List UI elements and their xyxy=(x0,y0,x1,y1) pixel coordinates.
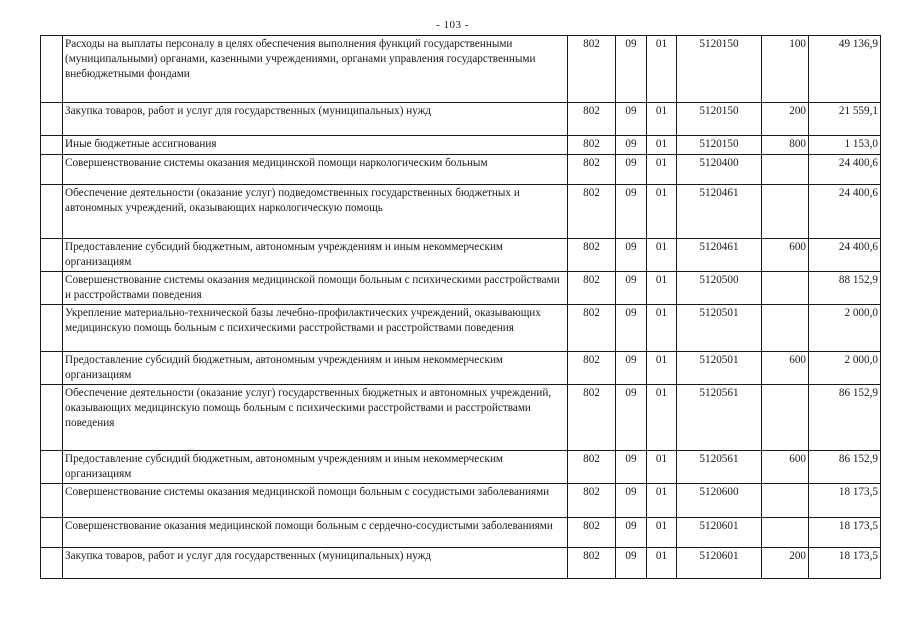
target-item-code: 5120400 xyxy=(677,155,762,185)
subsection-code: 01 xyxy=(647,185,677,239)
budget-table-body xyxy=(41,36,881,579)
expense-name: Предоставление субсидий бюджетным, автономным учреждениям и иным некоммерческим организациям xyxy=(63,352,568,385)
table-row xyxy=(41,239,881,272)
target-item-code: 5120561 xyxy=(677,451,762,484)
page-number: - 103 - xyxy=(436,19,469,31)
subsection-code: 01 xyxy=(647,451,677,484)
amount: 49 136,9 xyxy=(809,36,881,103)
subsection-code: 01 xyxy=(647,155,677,185)
table-row xyxy=(41,155,881,185)
table-row xyxy=(41,548,881,579)
row-blank-cell xyxy=(41,451,63,484)
amount: 86 152,9 xyxy=(809,451,881,484)
amount: 24 400,6 xyxy=(809,185,881,239)
row-blank-cell xyxy=(41,103,63,136)
section-code: 09 xyxy=(616,305,647,352)
section-code: 09 xyxy=(616,272,647,305)
expense-type-code: 800 xyxy=(762,136,809,155)
row-blank-cell xyxy=(41,518,63,548)
section-code: 09 xyxy=(616,136,647,155)
expense-name: Совершенствование системы оказания медицинской помощи наркологическим больным xyxy=(63,155,568,185)
subsection-code: 01 xyxy=(647,548,677,579)
budget-table xyxy=(40,35,881,579)
ministry-code: 802 xyxy=(568,36,616,103)
amount: 18 173,5 xyxy=(809,484,881,518)
expense-name: Обеспечение деятельности (оказание услуг) государственных бюджетных и автономных учреждений, оказывающих медицинскую помощь больным с психическими расстройствами и расстройствами поведения xyxy=(63,385,568,451)
subsection-code: 01 xyxy=(647,136,677,155)
expense-type-code xyxy=(762,484,809,518)
expense-name: Предоставление субсидий бюджетным, автономным учреждениям и иным некоммерческим организациям xyxy=(63,239,568,272)
section-code: 09 xyxy=(616,352,647,385)
expense-name: Закупка товаров, работ и услуг для государственных (муниципальных) нужд xyxy=(63,548,568,579)
section-code: 09 xyxy=(616,385,647,451)
table-row xyxy=(41,36,881,103)
amount: 18 173,5 xyxy=(809,548,881,579)
section-code: 09 xyxy=(616,239,647,272)
table-row xyxy=(41,484,881,518)
expense-type-code: 600 xyxy=(762,352,809,385)
expense-type-code xyxy=(762,305,809,352)
expense-type-code: 200 xyxy=(762,103,809,136)
ministry-code: 802 xyxy=(568,352,616,385)
section-code: 09 xyxy=(616,103,647,136)
expense-type-code: 600 xyxy=(762,239,809,272)
row-blank-cell xyxy=(41,484,63,518)
subsection-code: 01 xyxy=(647,305,677,352)
expense-name: Укрепление материально-технической базы лечебно-профилактических учреждений, оказывающих медицинскую помощь больным с психическими расстройствами и расстройствами поведения xyxy=(63,305,568,352)
expense-name: Совершенствование системы оказания медицинской помощи больным с психическими расстройствами и расстройствами поведения xyxy=(63,272,568,305)
target-item-code: 5120601 xyxy=(677,548,762,579)
table-row xyxy=(41,103,881,136)
table-row xyxy=(41,352,881,385)
amount: 2 000,0 xyxy=(809,352,881,385)
expense-name: Иные бюджетные ассигнования xyxy=(63,136,568,155)
target-item-code: 5120501 xyxy=(677,352,762,385)
target-item-code: 5120150 xyxy=(677,103,762,136)
ministry-code: 802 xyxy=(568,272,616,305)
subsection-code: 01 xyxy=(647,385,677,451)
section-code: 09 xyxy=(616,518,647,548)
section-code: 09 xyxy=(616,36,647,103)
expense-type-code: 600 xyxy=(762,451,809,484)
target-item-code: 5120600 xyxy=(677,484,762,518)
amount: 18 173,5 xyxy=(809,518,881,548)
ministry-code: 802 xyxy=(568,239,616,272)
row-blank-cell xyxy=(41,136,63,155)
target-item-code: 5120601 xyxy=(677,518,762,548)
expense-name: Закупка товаров, работ и услуг для государственных (муниципальных) нужд xyxy=(63,103,568,136)
subsection-code: 01 xyxy=(647,239,677,272)
amount: 86 152,9 xyxy=(809,385,881,451)
expense-type-code: 200 xyxy=(762,548,809,579)
amount: 24 400,6 xyxy=(809,155,881,185)
expense-name: Обеспечение деятельности (оказание услуг) подведомственных государственных бюджетных и автономных учреждений, оказывающих наркологическую помощь xyxy=(63,185,568,239)
amount: 1 153,0 xyxy=(809,136,881,155)
expense-type-code xyxy=(762,518,809,548)
amount: 24 400,6 xyxy=(809,239,881,272)
table-row xyxy=(41,518,881,548)
target-item-code: 5120501 xyxy=(677,305,762,352)
section-code: 09 xyxy=(616,484,647,518)
expense-name: Совершенствование системы оказания медицинской помощи больным с сосудистыми заболеваниями xyxy=(63,484,568,518)
expense-type-code xyxy=(762,385,809,451)
section-code: 09 xyxy=(616,185,647,239)
row-blank-cell xyxy=(41,272,63,305)
ministry-code: 802 xyxy=(568,103,616,136)
expense-type-code: 100 xyxy=(762,36,809,103)
expense-name: Предоставление субсидий бюджетным, автономным учреждениям и иным некоммерческим организациям xyxy=(63,451,568,484)
target-item-code: 5120561 xyxy=(677,385,762,451)
ministry-code: 802 xyxy=(568,136,616,155)
expense-name: Расходы на выплаты персоналу в целях обеспечения выполнения функций государственными (муниципальными) органами, казенными учреждениями, органами управления государственными внебюджетными фондами xyxy=(63,36,568,103)
ministry-code: 802 xyxy=(568,305,616,352)
subsection-code: 01 xyxy=(647,518,677,548)
table-row xyxy=(41,451,881,484)
target-item-code: 5120150 xyxy=(677,36,762,103)
row-blank-cell xyxy=(41,239,63,272)
ministry-code: 802 xyxy=(568,548,616,579)
row-blank-cell xyxy=(41,305,63,352)
subsection-code: 01 xyxy=(647,36,677,103)
ministry-code: 802 xyxy=(568,484,616,518)
amount: 21 559,1 xyxy=(809,103,881,136)
amount: 2 000,0 xyxy=(809,305,881,352)
row-blank-cell xyxy=(41,548,63,579)
section-code: 09 xyxy=(616,548,647,579)
subsection-code: 01 xyxy=(647,272,677,305)
row-blank-cell xyxy=(41,385,63,451)
table-row xyxy=(41,136,881,155)
table-row xyxy=(41,385,881,451)
row-blank-cell xyxy=(41,185,63,239)
table-row xyxy=(41,305,881,352)
target-item-code: 5120461 xyxy=(677,239,762,272)
row-blank-cell xyxy=(41,155,63,185)
ministry-code: 802 xyxy=(568,185,616,239)
target-item-code: 5120461 xyxy=(677,185,762,239)
amount: 88 152,9 xyxy=(809,272,881,305)
ministry-code: 802 xyxy=(568,385,616,451)
section-code: 09 xyxy=(616,451,647,484)
section-code: 09 xyxy=(616,155,647,185)
table-row xyxy=(41,272,881,305)
subsection-code: 01 xyxy=(647,103,677,136)
expense-type-code xyxy=(762,185,809,239)
table-row xyxy=(41,185,881,239)
row-blank-cell xyxy=(41,352,63,385)
target-item-code: 5120150 xyxy=(677,136,762,155)
target-item-code: 5120500 xyxy=(677,272,762,305)
subsection-code: 01 xyxy=(647,352,677,385)
ministry-code: 802 xyxy=(568,155,616,185)
row-blank-cell xyxy=(41,36,63,103)
ministry-code: 802 xyxy=(568,518,616,548)
expense-name: Совершенствование оказания медицинской помощи больным с сердечно-сосудистыми заболеваниями xyxy=(63,518,568,548)
expense-type-code xyxy=(762,155,809,185)
expense-type-code xyxy=(762,272,809,305)
subsection-code: 01 xyxy=(647,484,677,518)
ministry-code: 802 xyxy=(568,451,616,484)
